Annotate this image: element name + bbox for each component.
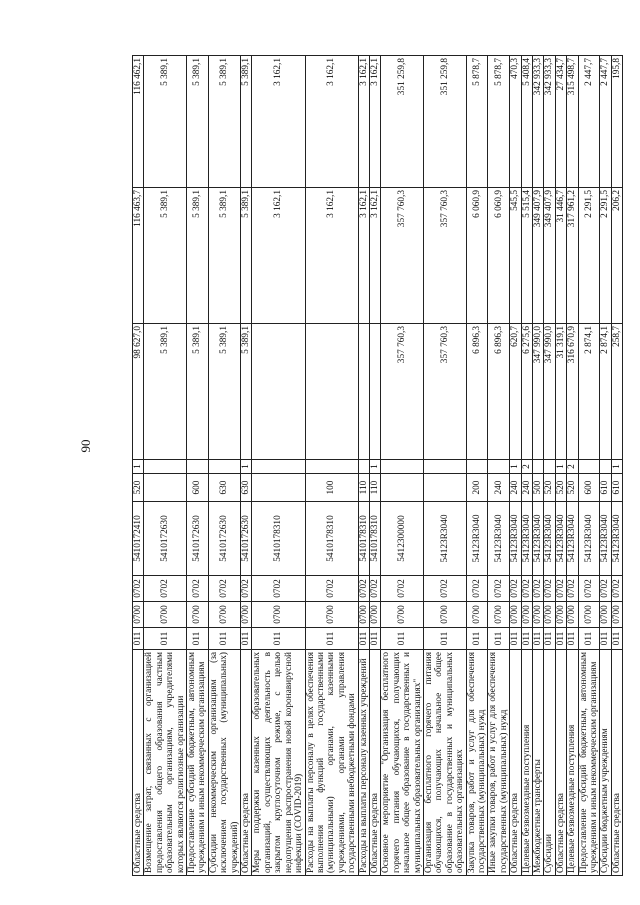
row-description: Предоставление субсидий бюджетным, автономным учреждениям и иным некоммерческим организациям — [187, 650, 209, 876]
cell-expense-type: 610 — [611, 474, 622, 502]
cell-section: 0700 — [600, 602, 611, 628]
cell-funding-source — [187, 460, 209, 474]
cell-gov-code: 011 — [611, 628, 622, 650]
cell-subsection: 0702 — [241, 576, 252, 602]
row-description: Предоставление субсидий бюджетным, автономным учреждениям и иным некоммерческим организациям — [578, 650, 600, 876]
table-row — [544, 56, 555, 876]
cell-section: 0700 — [578, 602, 600, 628]
cell-gov-code: 011 — [423, 628, 466, 650]
cell-value-2022: 5 389,1 — [241, 56, 252, 188]
cell-value-2020: 6 896,3 — [488, 324, 510, 460]
table-row — [381, 56, 424, 876]
cell-subsection: 0702 — [358, 576, 369, 602]
cell-subsection: 0702 — [381, 576, 424, 602]
cell-value-2021: 6 060,9 — [488, 188, 510, 324]
cell-expense-type: 600 — [187, 474, 209, 502]
cell-value-2021: 31 446,7 — [555, 188, 566, 324]
cell-funding-source — [381, 460, 424, 474]
cell-funding-source: 2 — [567, 460, 578, 474]
cell-gov-code: 011 — [381, 628, 424, 650]
table-row — [423, 56, 466, 876]
cell-value-2020 — [369, 324, 380, 460]
cell-expense-type — [381, 474, 424, 502]
cell-funding-source: 1 — [611, 460, 622, 474]
cell-expense-type: 110 — [369, 474, 380, 502]
table-row — [358, 56, 369, 876]
cell-value-2021: 2 291,5 — [578, 188, 600, 324]
cell-subsection: 0702 — [305, 576, 358, 602]
cell-section: 0700 — [567, 602, 578, 628]
cell-funding-source — [144, 460, 187, 474]
cell-value-2020: 258,7 — [611, 324, 622, 460]
cell-expense-type: 520 — [567, 474, 578, 502]
cell-section: 0700 — [208, 602, 240, 628]
cell-target-code: 54123R3040 — [533, 502, 544, 576]
cell-value-2021: 349 407,9 — [544, 188, 555, 324]
cell-gov-code: 011 — [187, 628, 209, 650]
cell-target-code: 5410172410 — [133, 502, 144, 576]
row-description: Основное мероприятие "Организация бесплатного горячего питания обучающихся, получающих начальное общее образование в государственных и муниципальных образовательных организациях" — [381, 650, 424, 876]
cell-section: 0700 — [381, 602, 424, 628]
cell-target-code: 54123R3040 — [466, 502, 488, 576]
cell-section: 0700 — [252, 602, 305, 628]
table-body — [133, 56, 623, 876]
cell-section: 0700 — [611, 602, 622, 628]
cell-expense-type — [423, 474, 466, 502]
table-row — [466, 56, 488, 876]
cell-value-2022: 342 933,3 — [544, 56, 555, 188]
cell-subsection: 0702 — [144, 576, 187, 602]
cell-subsection: 0702 — [466, 576, 488, 602]
cell-value-2021: 5 515,4 — [521, 188, 532, 324]
cell-subsection: 0702 — [133, 576, 144, 602]
cell-section: 0700 — [133, 602, 144, 628]
row-description: Областные средства — [133, 650, 144, 876]
cell-value-2021: 3 162,1 — [305, 188, 358, 324]
cell-value-2022: 2 447,7 — [600, 56, 611, 188]
cell-value-2020: 98 627,0 — [133, 324, 144, 460]
cell-value-2022: 351 259,8 — [423, 56, 466, 188]
cell-value-2022: 3 162,1 — [358, 56, 369, 188]
cell-subsection: 0702 — [521, 576, 532, 602]
cell-funding-source — [544, 460, 555, 474]
cell-subsection: 0702 — [600, 576, 611, 602]
cell-funding-source — [358, 460, 369, 474]
cell-expense-type: 200 — [466, 474, 488, 502]
cell-target-code: 5410172630 — [208, 502, 240, 576]
cell-funding-source — [305, 460, 358, 474]
cell-expense-type: 520 — [544, 474, 555, 502]
cell-target-code: 54123R3040 — [510, 502, 521, 576]
cell-value-2021: 357 760,3 — [423, 188, 466, 324]
cell-funding-source: 1 — [241, 460, 252, 474]
cell-gov-code: 011 — [133, 628, 144, 650]
cell-expense-type — [144, 474, 187, 502]
cell-target-code: 5410178310 — [305, 502, 358, 576]
cell-value-2020 — [252, 324, 305, 460]
cell-funding-source — [600, 460, 611, 474]
row-description: Целевые безвозмездные поступления — [567, 650, 578, 876]
cell-section: 0700 — [241, 602, 252, 628]
cell-gov-code: 011 — [533, 628, 544, 650]
cell-value-2022: 5 408,4 — [521, 56, 532, 188]
cell-subsection: 0702 — [208, 576, 240, 602]
cell-value-2020: 357 760,3 — [423, 324, 466, 460]
cell-subsection: 0702 — [510, 576, 521, 602]
cell-section: 0700 — [544, 602, 555, 628]
cell-section: 0700 — [555, 602, 566, 628]
cell-value-2020: 2 874,1 — [578, 324, 600, 460]
cell-value-2020: 347 990,0 — [533, 324, 544, 460]
cell-value-2020: 5 389,1 — [241, 324, 252, 460]
cell-value-2022: 342 933,3 — [533, 56, 544, 188]
cell-subsection: 0702 — [488, 576, 510, 602]
cell-funding-source: 1 — [133, 460, 144, 474]
cell-funding-source: 1 — [369, 460, 380, 474]
cell-value-2022: 116 462,1 — [133, 56, 144, 188]
cell-funding-source — [466, 460, 488, 474]
cell-gov-code: 011 — [555, 628, 566, 650]
budget-table — [132, 55, 623, 876]
cell-expense-type: 600 — [578, 474, 600, 502]
table-row — [187, 56, 209, 876]
cell-expense-type: 610 — [600, 474, 611, 502]
cell-value-2020: 316 670,9 — [567, 324, 578, 460]
table-row — [521, 56, 532, 876]
cell-expense-type: 240 — [510, 474, 521, 502]
cell-value-2022: 315 498,7 — [567, 56, 578, 188]
cell-expense-type: 240 — [488, 474, 510, 502]
table-row — [305, 56, 358, 876]
row-description: Меры поддержки казенных образовательных организаций, осуществляющих деятельность в закрытом круглосуточном режиме, с целью недопущения распространения новой коронавирусной инфекции (COVID-2019) — [252, 650, 305, 876]
cell-target-code: 5410178310 — [358, 502, 369, 576]
cell-gov-code: 011 — [358, 628, 369, 650]
cell-expense-type: 520 — [133, 474, 144, 502]
cell-subsection: 0702 — [423, 576, 466, 602]
cell-gov-code: 011 — [521, 628, 532, 650]
cell-value-2021: 317 961,2 — [567, 188, 578, 324]
cell-value-2021: 545,5 — [510, 188, 521, 324]
row-description: Субсидии бюджетным учреждениям — [600, 650, 611, 876]
cell-funding-source: 2 — [521, 460, 532, 474]
cell-target-code: 54123R3040 — [567, 502, 578, 576]
cell-value-2020: 2 874,1 — [600, 324, 611, 460]
table-row — [369, 56, 380, 876]
cell-subsection: 0702 — [533, 576, 544, 602]
table-row — [600, 56, 611, 876]
cell-funding-source — [533, 460, 544, 474]
cell-subsection: 0702 — [252, 576, 305, 602]
cell-gov-code: 011 — [567, 628, 578, 650]
cell-expense-type: 630 — [241, 474, 252, 502]
cell-value-2020 — [358, 324, 369, 460]
cell-target-code: 5410172630 — [241, 502, 252, 576]
cell-value-2021: 3 162,1 — [369, 188, 380, 324]
cell-section: 0700 — [466, 602, 488, 628]
cell-subsection: 0702 — [555, 576, 566, 602]
cell-value-2020: 6 896,3 — [466, 324, 488, 460]
cell-section: 0700 — [521, 602, 532, 628]
table-row — [208, 56, 240, 876]
cell-section: 0700 — [144, 602, 187, 628]
cell-value-2021: 5 389,1 — [187, 188, 209, 324]
cell-expense-type — [252, 474, 305, 502]
cell-section: 0700 — [187, 602, 209, 628]
cell-value-2021: 6 060,9 — [466, 188, 488, 324]
cell-funding-source — [208, 460, 240, 474]
row-description: Субсидии — [544, 650, 555, 876]
cell-target-code: 54123R3040 — [521, 502, 532, 576]
cell-value-2021: 116 463,7 — [133, 188, 144, 324]
cell-gov-code: 011 — [466, 628, 488, 650]
cell-value-2022: 2 447,7 — [578, 56, 600, 188]
cell-value-2022: 3 162,1 — [305, 56, 358, 188]
cell-value-2022: 351 259,8 — [381, 56, 424, 188]
row-description: Областные средства — [555, 650, 566, 876]
cell-expense-type: 110 — [358, 474, 369, 502]
cell-expense-type: 520 — [555, 474, 566, 502]
table-row — [252, 56, 305, 876]
cell-funding-source: 1 — [555, 460, 566, 474]
rotated-table-wrapper — [132, 56, 623, 876]
cell-funding-source — [252, 460, 305, 474]
cell-value-2021: 3 162,1 — [358, 188, 369, 324]
cell-value-2021: 349 407,9 — [533, 188, 544, 324]
table-row — [611, 56, 622, 876]
cell-section: 0700 — [358, 602, 369, 628]
cell-value-2022: 5 878,7 — [488, 56, 510, 188]
cell-value-2021: 2 291,5 — [600, 188, 611, 324]
row-description: Возмещение затрат, связанных с организацией предоставления общего образования частным образовательным организациям, учредителями которых являются религиозные организации — [144, 650, 187, 876]
row-description: Целевые безвозмездные поступления — [521, 650, 532, 876]
cell-value-2022: 5 389,1 — [144, 56, 187, 188]
table-row — [578, 56, 600, 876]
cell-target-code: 54123R3040 — [600, 502, 611, 576]
cell-value-2022: 5 389,1 — [208, 56, 240, 188]
page-number: 90 — [78, 439, 93, 453]
cell-section: 0700 — [510, 602, 521, 628]
cell-gov-code: 011 — [578, 628, 600, 650]
table-row — [488, 56, 510, 876]
cell-value-2021: 5 389,1 — [208, 188, 240, 324]
cell-subsection: 0702 — [567, 576, 578, 602]
table-row — [241, 56, 252, 876]
cell-value-2022: 27 434,7 — [555, 56, 566, 188]
cell-subsection: 0702 — [611, 576, 622, 602]
cell-gov-code: 011 — [208, 628, 240, 650]
cell-gov-code: 011 — [544, 628, 555, 650]
cell-value-2020: 31 319,1 — [555, 324, 566, 460]
cell-section: 0700 — [533, 602, 544, 628]
cell-target-code: 54123R3040 — [555, 502, 566, 576]
cell-subsection: 0702 — [187, 576, 209, 602]
cell-gov-code: 011 — [252, 628, 305, 650]
cell-value-2020: 620,7 — [510, 324, 521, 460]
cell-value-2021: 3 162,1 — [252, 188, 305, 324]
cell-target-code: 5412300000 — [381, 502, 424, 576]
cell-value-2022: 470,3 — [510, 56, 521, 188]
row-description: Областные средства — [510, 650, 521, 876]
cell-value-2022: 3 162,1 — [369, 56, 380, 188]
cell-value-2020: 5 389,1 — [144, 324, 187, 460]
table-row — [555, 56, 566, 876]
cell-value-2020: 357 760,3 — [381, 324, 424, 460]
cell-value-2020: 5 389,1 — [187, 324, 209, 460]
row-description: Межбюджетные трансферты — [533, 650, 544, 876]
table-row — [567, 56, 578, 876]
cell-gov-code: 011 — [144, 628, 187, 650]
cell-value-2020: 5 389,1 — [208, 324, 240, 460]
cell-value-2021: 357 760,3 — [381, 188, 424, 324]
cell-target-code: 5410178310 — [369, 502, 380, 576]
cell-expense-type: 100 — [305, 474, 358, 502]
cell-value-2020 — [305, 324, 358, 460]
table-row — [133, 56, 144, 876]
row-description: Расходы на выплаты персоналу в целях обеспечения выполнения функций государственными (муниципальными) органами, казенными учреждениями, органами управления государственными внебюджетными фондами — [305, 650, 358, 876]
cell-value-2022: 5 389,1 — [187, 56, 209, 188]
cell-target-code: 54123R3040 — [611, 502, 622, 576]
cell-section: 0700 — [423, 602, 466, 628]
cell-value-2021: 206,2 — [611, 188, 622, 324]
cell-value-2022: 195,8 — [611, 56, 622, 188]
cell-target-code: 5410172630 — [187, 502, 209, 576]
row-description: Иные закупки товаров, работ и услуг для обеспечения государственных (муниципальных) нужд — [488, 650, 510, 876]
cell-target-code: 54123R3040 — [544, 502, 555, 576]
table-row — [533, 56, 544, 876]
cell-section: 0700 — [488, 602, 510, 628]
row-description: Субсидии некоммерческим организациям (за исключением государственных (муниципальных) учреждений) — [208, 650, 240, 876]
row-description: Организация бесплатного горячего питания обучающихся, получающих начальное общее образование в государственных и муниципальных образовательных организациях — [423, 650, 466, 876]
row-description: Расходы на выплаты персоналу казенных учреждений — [358, 650, 369, 876]
table-row — [144, 56, 187, 876]
cell-target-code: 54123R3040 — [488, 502, 510, 576]
cell-gov-code: 011 — [600, 628, 611, 650]
cell-expense-type: 630 — [208, 474, 240, 502]
cell-expense-type: 240 — [521, 474, 532, 502]
cell-value-2021: 5 389,1 — [241, 188, 252, 324]
cell-funding-source — [488, 460, 510, 474]
cell-value-2022: 5 878,7 — [466, 56, 488, 188]
cell-gov-code: 011 — [510, 628, 521, 650]
cell-section: 0700 — [369, 602, 380, 628]
cell-subsection: 0702 — [578, 576, 600, 602]
row-description: Закупка товаров, работ и услуг для обеспечения государственных (муниципальных) нужд — [466, 650, 488, 876]
cell-funding-source — [423, 460, 466, 474]
cell-value-2022: 3 162,1 — [252, 56, 305, 188]
row-description: Областные средства — [369, 650, 380, 876]
cell-subsection: 0702 — [369, 576, 380, 602]
cell-value-2020: 347 990,0 — [544, 324, 555, 460]
cell-funding-source: 1 — [510, 460, 521, 474]
cell-target-code: 54123R3040 — [578, 502, 600, 576]
cell-target-code: 5410172630 — [144, 502, 187, 576]
cell-target-code: 5410178310 — [252, 502, 305, 576]
cell-value-2020: 6 275,6 — [521, 324, 532, 460]
cell-gov-code: 011 — [305, 628, 358, 650]
cell-section: 0700 — [305, 602, 358, 628]
cell-gov-code: 011 — [241, 628, 252, 650]
cell-funding-source — [578, 460, 600, 474]
cell-target-code: 54123R3040 — [423, 502, 466, 576]
row-description: Областные средства — [241, 650, 252, 876]
table-row — [510, 56, 521, 876]
cell-expense-type: 500 — [533, 474, 544, 502]
row-description: Областные средства — [611, 650, 622, 876]
cell-gov-code: 011 — [369, 628, 380, 650]
cell-value-2021: 5 389,1 — [144, 188, 187, 324]
cell-subsection: 0702 — [544, 576, 555, 602]
cell-gov-code: 011 — [488, 628, 510, 650]
